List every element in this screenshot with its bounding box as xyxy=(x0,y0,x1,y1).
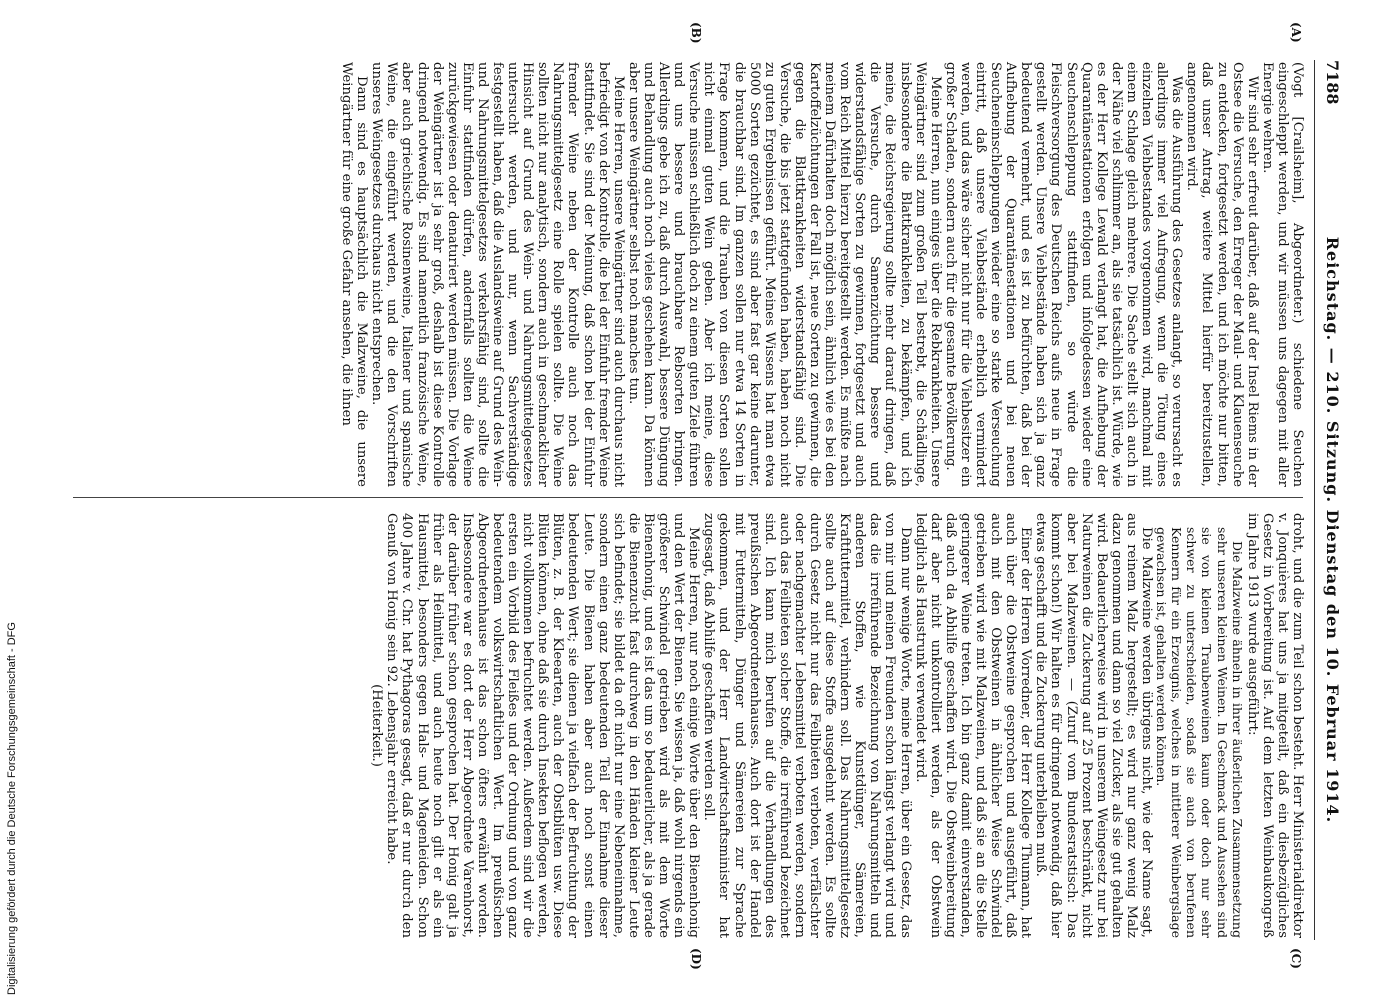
quotation: Die Malzweine ähneln in ihrer äußerlichen Zusammensetzung sehr unseren kleinen Weinen. In Geschmack und Aussehen sind sie von kleinen Traubenweinen kaum oder doch nur sehr schwer zu unterscheiden, sodaß sie auch von berufenen Kennern für ein Erzeugnis, welches in mittlerer Weinbergslage gewachsen ist, gehalten werden können. xyxy=(1154,527,1245,938)
paragraph: Was die Ausführung des Gesetzes anlangt, so verursacht es allerdings immer viel Aufregung, wenn die Tötung eines einzelnen Viehbestandes vorgenommen wird, manchmal mit einem Schlage gleich mehrere. Die Sache stellt sich auch in der Nähe viel schlimmer an, als sie tatsächlich ist. Würde, wie es der Herr Kollege Lewald verlangt hat, die Aufhebung der Quarantänestationen erfolgen und infolgedessen wieder eine Seuchenschleppung stattfinden, so würde die Fleischversorgung des Deutschen Reichs aufs neue in Frage gestellt werden. Unsere Viehbestände haben sich ja ganz bedeutend vermehrt, und es ist zu befürchten, daß bei der Aufhebung der Quarantänestationen und bei neuen Seucheneinschleppungen wieder eine so starke Verseuchung eintritt, daß unsere Viehbestände erheblich vermindert werden, und das wäre sicher nicht nur für die Viehbesitzer ein großer Schaden, sondern auch für die gesamte Bevölkerung. xyxy=(942,62,1185,487)
right-column xyxy=(75,513,1305,938)
paragraph: Dann sind es hauptsächlich die Malzweine, die unsere Weingärtner für eine große Gefahr ansehen, die ihnen xyxy=(339,62,370,487)
paragraph: Meine Herren, unsere Weingärtner sind auch durchaus nicht befriedigt von der Kontrolle, die bei der Einfuhr fremder Weine stattfindet. Sie sind der Meinung, daß schon bei der Einfuhr fremder Weine neben der Kontrolle auch noch das Nahrungsmittelgesetz eine Rolle spielen sollte. Die Weine sollten nicht nur analytisch, sondern auch in geschmacklicher Hinsicht auf Grund des Wein- und Nahrungsmittelgesetzes untersucht werden, und nur, wenn Sachverständige festgestellt haben, daß die Auslandsweine auf Grund des Wein- und Nahrungsmittelgesetzes verkehrsfähig sind, sollte die Einfuhr stattfinden dürfen, andernfalls sollten die Weine zurückgewiesen oder denaturiert werden müssen. Die Vorlage der Weingärtner ist ja sehr groß, deshalb ist diese Kontrolle dringend notwendig. Es sind namentlich französische Weine, aber auch griechische Rosinenweine, Italiener und spanische Weine, die eingeführt werden, und die den Vorschriften unseres Weingesetzes durchaus nicht entsprechen. xyxy=(369,62,626,487)
laughter-note: (Heiterkeit.) xyxy=(369,684,385,767)
margin-mark-d: (D) xyxy=(689,948,703,970)
paragraph: Wir sind sehr erfreut darüber, daß auf der Insel Riems in der Ostsee die Versuche, den Erreger der Maul- und Klauenseuche zu entdecken, fortgesetzt werden, und ich möchte nur bitten, daß unser Antrag, weitere Mittel hierfür bereitzustellen, angenommen wird. xyxy=(1184,62,1260,487)
paragraph: Einer der Herren Vorredner, der Herr Kollege Thumann, hat auch über die Obstweine gesprochen und ausgeführt, daß auch mit den Obstweinen in ähnlicher Weise Schwindel getrieben wird wie mit Malzweinen, und daß sie an die Stelle geringerer Weine treten. Ich bin ganz damit einverstanden, daß auch da Abhilfe geschaffen wird. Die Obstweinbereitung darf aber nicht unkontrolliert werden, als der Obstwein lediglich als Haustrunk verwendet wird. xyxy=(912,513,1034,938)
paragraph: Meine Herren, nur noch einige Worte über den Bienenhonig und den Wert der Bienen. Sie wissen ja, daß wohl nirgends ein größerer Schwindel getrieben wird als mit dem Worte Bienenhonig, und es ist das um so bedauerlicher, als ja gerade die Bienenzucht fast durchweg in den Händen kleiner Leute sich befindet; sie bildet da oft nicht nur eine Nebeneinnahme, sondern einen ganz bedeutenden Teil der Einnahme dieser Leute. Die Bienen haben aber auch noch sonst einen bedeutenden Wert; sie dienen ja vielfach der Befruchtung der Blüten, z. B. der Kleearten, auch der Obstblüten usw. Diese Blüten können, ohne daß sie durch Insekten beflogen werden, nicht vollkommen befruchtet werden. Außerdem sind wir die ersten ein Vorbild des Fleißes und der Ordnung und von ganz bedeutendem volkswirtschaftlichen Wert. Im preußischen Abgeordnetenhause ist das schon öfters erwähnt worden. Insbesondere war es dort der Herr Abgeordnete Varenhorst, der darüber früher schon gesprochen hat. Der Honig galt ja früher als Heilmittel, und auch heute noch gilt er als ein Hausmittel, besonders gegen Hals- und Magenleiden. Schon 400 Jahre v. Chr. hat Pythagoras gesagt, daß er nur durch den Genuß von Honig sein 92. Lebensjahr erreicht habe. xyxy=(384,513,702,938)
column-divider xyxy=(73,497,1303,498)
page-number: 7188 xyxy=(1323,60,1343,105)
left-column xyxy=(75,62,1305,487)
header-rule xyxy=(1314,60,1315,940)
margin-mark-b: (B) xyxy=(689,22,703,44)
margin-mark-a: (A) xyxy=(1289,22,1303,43)
paragraph: Dann nur wenige Worte, meine Herren, über ein Gesetz, das von mir und meinen Freunden schon längst verlangt wird und das die irreführende Bezeichnung von Nahrungsmitteln und anderen Stoffen, wie Kunstdünger, Sämereien, Kraftfuttermittel, verhindern soll. Das Nahrungsmittelgesetz sollte auch auf diese Stoffe ausgedehnt werden. Es sollte durch Gesetz nicht nur das Feilbieten verboten, verfälschter oder nachgemachter Lebensmittel verboten werden, sondern auch das Feilbieten solcher Stoffe, die irreführend bezeichnet sind. Ich kann mich berufen auf die Verhandlungen des preußischen Abgeordnetenhauses. Auch dort ist der Handel mit Futtermitteln, Dünger und Sämereien zur Sprache gekommen, und der Herr Landwirtschaftsminister hat zugesagt, daß Abhilfe geschaffen werden soll. xyxy=(701,513,913,938)
paragraph: (Vogt [Crailsheim], Abgeordneter.) schiedene Seuchen eingeschleppt werden, und wir müssen uns dagegen mit aller Energie wehren. xyxy=(1259,62,1305,487)
paragraph: Die Malzweine werden übrigens nicht, wie der Name sagt, aus reinem Malz hergestellt; es wird nur ganz wenig Malz dazu genommen und dann so viel Zucker, als sie gut gehalten wird. Bedauerlicherweise wird in unserem Weingesetz nur bei Naturweinen die Zuckerung auf 25 Prozent beschränkt, nicht aber bei Malzweinen. — (Zuruf vom Bundesratstisch: Das kommt schon!) Wir halten es für dringend notwendig, daß hier etwas geschafft und die Zuckerung unterbleiben muß. xyxy=(1033,513,1155,938)
credit-text: Digitalisierung gefördert durch die Deutsche Forschungsgemeinschaft - DFG xyxy=(6,622,18,995)
paragraph: droht, und die zum Teil schon besteht. Herr Ministerialdirektor v. Jonquières hat uns ja mitgeteilt, daß ein diesbezügliches Gesetz in Vorbereitung ist. Auf dem letzten Weinbaukongreß im Jahre 1913 wurde ausgeführt: xyxy=(1244,513,1305,938)
running-head: Reichstag. — 210. Sitzung. Dienstag den 10. Februar 1914. xyxy=(1323,236,1343,824)
margin-mark-c: (C) xyxy=(1289,948,1303,969)
page-header xyxy=(1321,60,1345,940)
digitization-credit xyxy=(4,610,18,995)
paragraph: Meine Herren, nun einiges über die Rebkrankheiten. Unsere Weingärtner sind zum großen Teil bestrebt, die Schädlinge, insbesondere die Blattkrankheiten, zu bekämpfen, und ich meine, die Reichsregierung sollte mehr darauf dringen, daß die Versuche, durch Samenzüchtung bessere und widerstandsfähige Sorten zu gewinnen, fortgesetzt und auch vom Reich Mittel hierzu bereitgestellt werden. Es müßte nach meinem Dafürhalten doch möglich sein, ähnlich wie es bei den Kartoffelzüchtungen der Fall ist, neue Sorten zu gewinnen, die gegen die Blattkrankheiten widerstandsfähig sind. Die Versuche, die bis jetzt stattgefunden haben, haben noch nicht zu guten Ergebnissen geführt. Meines Wissens hat man etwa 5000 Sorten gezüchtet, es sind aber fast gar keine darunter, die brauchbar sind. Im ganzen sollen nur etwa 14 Sorten in Frage kommen, und die Trauben von diesen Sorten sollen nicht einmal guten Wein geben. Aber ich meine, diese Versuche müssen schließlich doch zu einem guten Ziele führen und uns bessere und brauchbare Rebsorten bringen. Allerdings gebe ich zu, daß durch Auswahl, bessere Düngung und Behandlung auch noch vieles geschehen kann. Da können aber unsere Weingärtner selbst noch manches tun. xyxy=(625,62,943,487)
